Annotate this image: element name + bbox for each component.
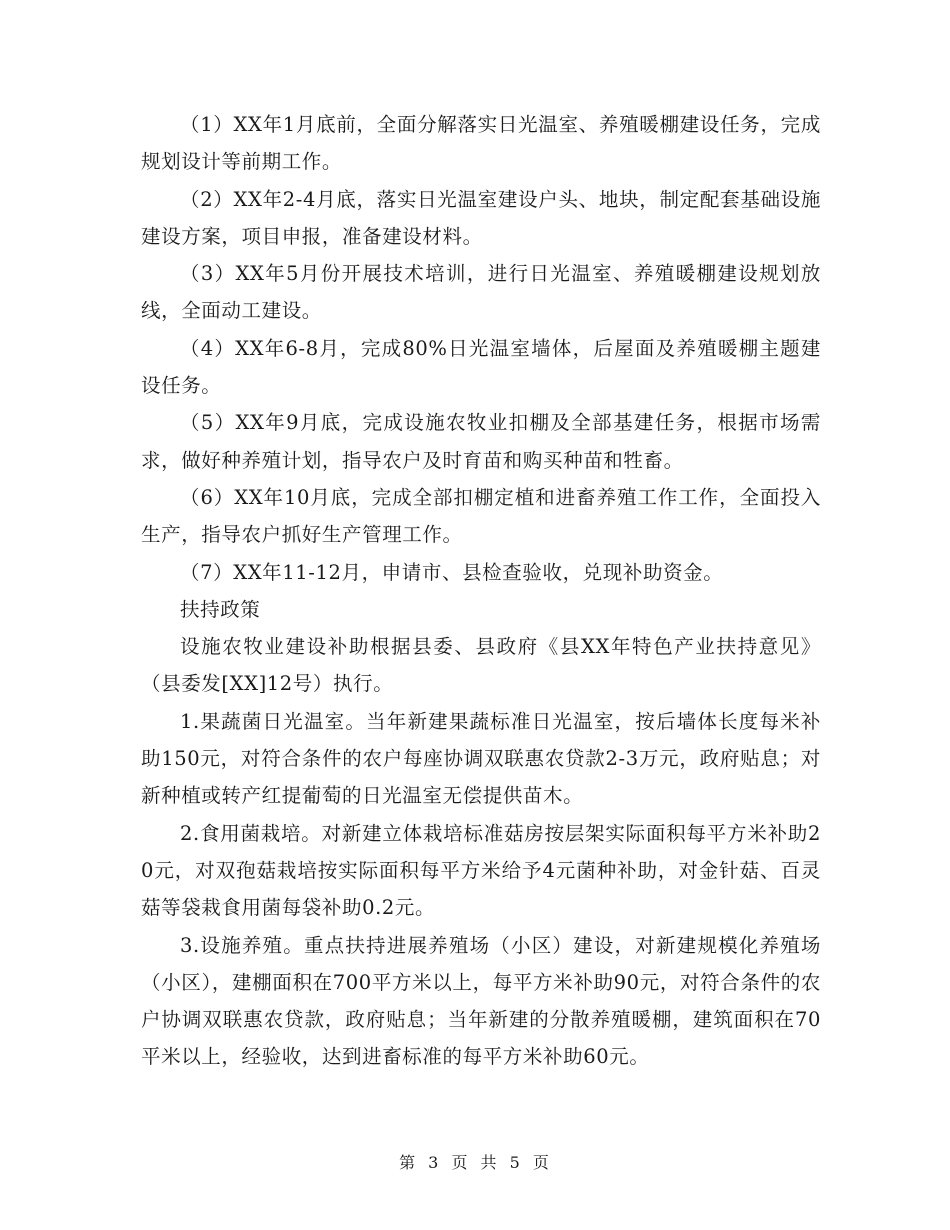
schedule-item-5: （5）XX年9月底，完成设施农牧业扣棚及全部基建任务，根据市场需求，做好种养殖计划，指导农户及时育苗和购买种苗和牲畜。 <box>141 411 821 472</box>
schedule-item-6: （6）XX年10月底，完成全部扣棚定植和进畜养殖工作工作，全面投入生产，指导农户抓好生产管理工作。 <box>141 485 821 547</box>
policy-item-3: 3.设施养殖。重点扶持进展养殖场（小区）建设，对新建规模化养殖场（小区），建棚面积在700平方米以上，每平方米补助90元，对符合条件的农户协调双联惠农贷款，政府贴息；当年新建的分散养殖暖棚，建筑面积在70平米以上，经验收，达到进畜标准的每平方米补助60元。 <box>141 933 821 1069</box>
section-heading-support-policy: 扶持政策 <box>180 597 261 621</box>
schedule-item-3: （3）XX年5月份开展技术培训，进行日光温室、养殖暖棚建设规划放线，全面动工建设。 <box>141 262 821 323</box>
document-body <box>141 106 821 1076</box>
schedule-item-2: （2）XX年2-4月底，落实日光温室建设户头、地块，制定配套基础设施建设方案，项目申报，准备建设材料。 <box>141 187 821 248</box>
policy-item-1: 1.果蔬菌日光温室。当年新建果蔬标准日光温室，按后墙体长度每米补助150元，对符合条件的农户每座协调双联惠农贷款2-3万元，政府贴息；对新种植或转产红提葡萄的日光温室无偿提供苗木。 <box>141 709 821 808</box>
policy-item-2: 2.食用菌栽培。对新建立体栽培标准菇房按层架实际面积每平方米补助20元，对双孢菇栽培按实际面积每平方米给予4元菌种补助，对金针菇、百灵菇等袋栽食用菌每袋补助0.2元。 <box>141 821 821 920</box>
page-number-footer: 第 3 页 共 5 页 <box>399 1153 551 1172</box>
schedule-item-1: （1）XX年1月底前，全面分解落实日光温室、养殖暖棚建设任务，完成规划设计等前期工作。 <box>141 113 821 174</box>
schedule-item-4: （4）XX年6-8月，完成80%日光温室墙体，后屋面及养殖暖棚主题建设任务。 <box>141 336 821 398</box>
schedule-item-7: （7）XX年11-12月，申请市、县检查验收，兑现补助资金。 <box>180 560 724 584</box>
policy-intro: 设施农牧业建设补助根据县委、县政府《县XX年特色产业扶持意见》（县委发[XX]12号）执行。 <box>141 635 821 696</box>
